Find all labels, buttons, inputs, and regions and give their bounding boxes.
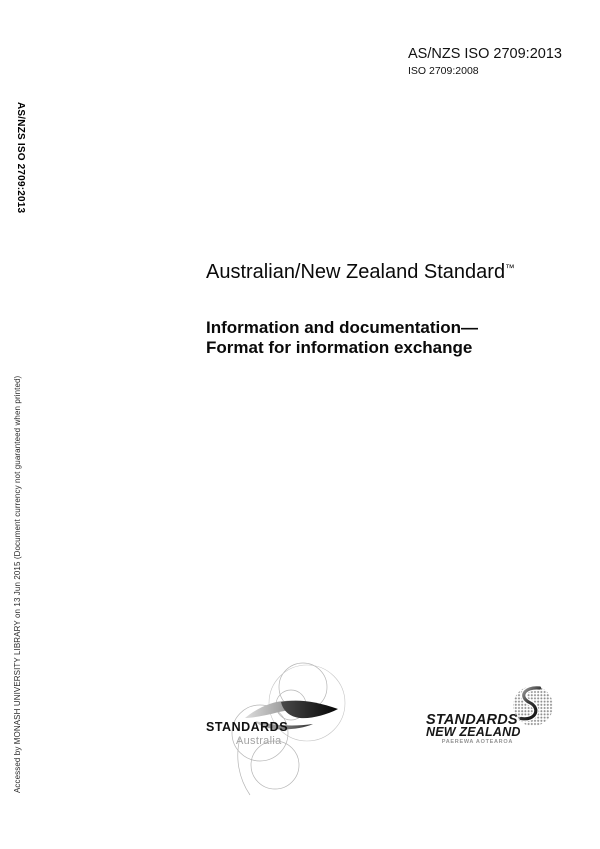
- standard-designation: AS/NZS ISO 2709:2013: [408, 46, 562, 62]
- standards-nz-maori-name: PAEREWA AOTEAROA: [441, 739, 513, 745]
- title-text: Australian/New Zealand Standard: [206, 261, 506, 283]
- standards-nz-sphere-emblem: [511, 684, 555, 728]
- standards-nz-wordmark-line1: STANDARDS: [426, 712, 518, 728]
- designation-block: [408, 46, 562, 77]
- spine-access-note: Accessed by MONASH UNIVERSITY LIBRARY on 13 Jun 2015 (Document currency not guaranteed when printed): [13, 375, 22, 793]
- subtitle-line2: Format for information exchange: [206, 337, 473, 357]
- standards-australia-region-label: Australia: [236, 735, 282, 747]
- standard-subtitle: [206, 318, 478, 357]
- page-title: [206, 257, 515, 284]
- iso-equivalent-designation: ISO 2709:2008: [408, 65, 479, 77]
- trademark-symbol: ™: [505, 263, 516, 274]
- subtitle-line1: Information and documentation—: [206, 318, 478, 337]
- spine-designation: AS/NZS ISO 2709:2013: [15, 102, 26, 214]
- standards-australia-wordmark: STANDARDS: [206, 720, 289, 734]
- standards-nz-wordmark-line2: NEW ZEALAND: [426, 725, 521, 739]
